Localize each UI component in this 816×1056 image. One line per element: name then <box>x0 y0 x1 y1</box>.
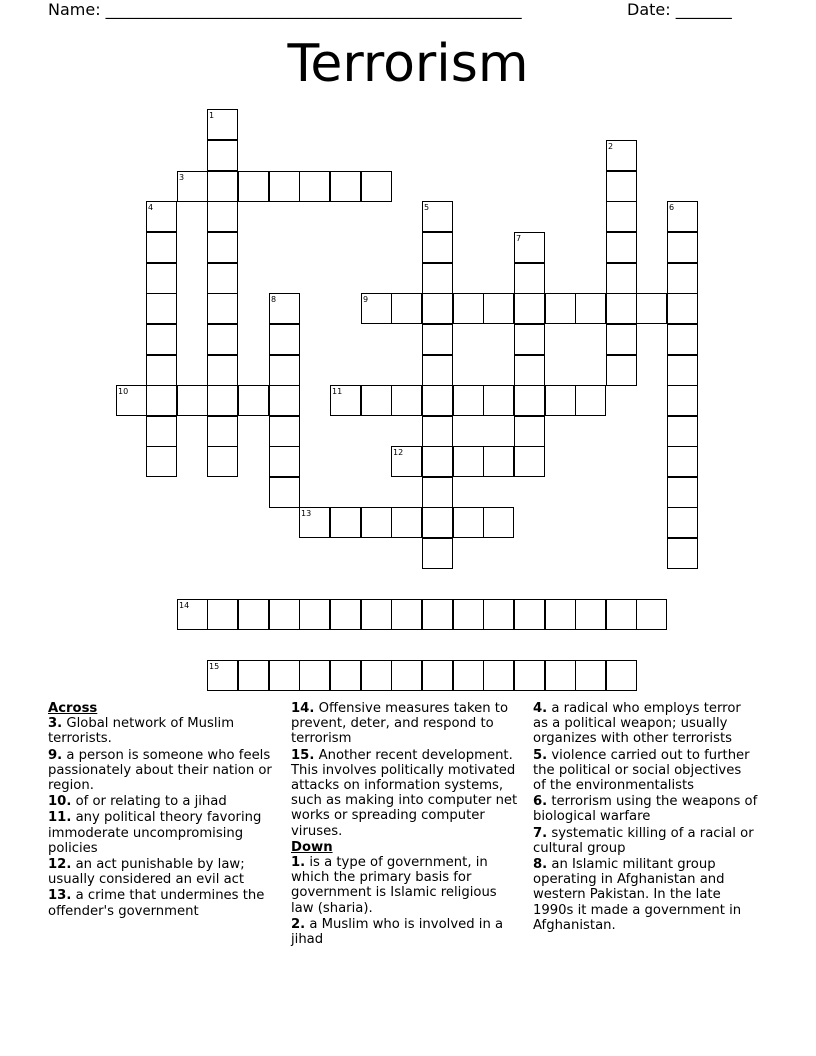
crossword-cell[interactable] <box>361 507 392 538</box>
crossword-cell[interactable] <box>545 599 576 630</box>
crossword-cell[interactable] <box>453 599 484 630</box>
crossword-cell[interactable] <box>636 599 667 630</box>
crossword-cell[interactable] <box>361 171 392 202</box>
crossword-cell[interactable] <box>146 263 177 294</box>
cell-number: 10 <box>118 387 129 396</box>
crossword-cell[interactable] <box>146 416 177 447</box>
crossword-cell[interactable] <box>667 355 698 386</box>
clue-text: Another recent development. This involves politically motivated attacks on information systems, such as making into computer net works or spreading computer viruses. <box>291 747 518 839</box>
clue-text: systematic killing of a racial or cultural group <box>533 825 754 856</box>
clue <box>533 748 758 794</box>
crossword-cell[interactable] <box>606 263 637 294</box>
crossword-cell[interactable] <box>545 385 576 416</box>
crossword-cell[interactable] <box>483 293 514 324</box>
clue-text: of or relating to a jihad <box>71 794 227 810</box>
clues-column-3 <box>533 701 758 934</box>
crossword-cell[interactable] <box>269 660 300 691</box>
crossword-cell[interactable] <box>391 385 422 416</box>
clue-text: is a type of government, in which the primary basis for government is Islamic religious law (sharia). <box>291 855 497 916</box>
clue-text: a crime that undermines the offender's government <box>48 888 265 919</box>
clue-number: 2. <box>291 916 306 932</box>
clue <box>291 917 521 947</box>
crossword-cell[interactable] <box>483 599 514 630</box>
crossword-cell[interactable] <box>667 385 698 416</box>
crossword-cell[interactable] <box>667 263 698 294</box>
crossword-cell[interactable] <box>299 171 330 202</box>
crossword-cell[interactable] <box>422 263 453 294</box>
clue <box>533 794 758 824</box>
crossword-cell[interactable] <box>606 660 637 691</box>
name-field-label: Name: ____________________________________________________ <box>48 0 522 19</box>
crossword-cell[interactable] <box>422 538 453 569</box>
cell-number: 4 <box>148 203 154 212</box>
crossword-cell[interactable] <box>453 660 484 691</box>
crossword-cell[interactable] <box>238 171 269 202</box>
crossword-cell[interactable] <box>667 324 698 355</box>
clue <box>48 748 280 794</box>
crossword-cell[interactable] <box>361 385 392 416</box>
crossword-cell[interactable] <box>330 599 361 630</box>
crossword-cell[interactable] <box>269 355 300 386</box>
clue-number: 5. <box>533 747 548 763</box>
crossword-cell[interactable] <box>514 355 545 386</box>
crossword-cell[interactable] <box>606 599 637 630</box>
crossword-cell[interactable] <box>269 324 300 355</box>
clue-number: 10. <box>48 794 72 810</box>
crossword-cell[interactable] <box>575 293 606 324</box>
crossword-cell[interactable] <box>238 599 269 630</box>
crossword-cell[interactable] <box>330 660 361 691</box>
cell-number: 9 <box>363 295 369 304</box>
crossword-cell[interactable] <box>269 416 300 447</box>
crossword-cell[interactable] <box>514 293 545 324</box>
crossword-cell[interactable] <box>238 660 269 691</box>
cell-number: 8 <box>271 295 277 304</box>
crossword-cell[interactable] <box>514 324 545 355</box>
page-title: Terrorism <box>287 34 529 94</box>
crossword-cell[interactable] <box>207 599 238 630</box>
crossword-cell[interactable] <box>422 507 453 538</box>
clue-text: violence carried out to further the political or social objectives of the environmentalists <box>533 747 750 794</box>
crossword-cell[interactable] <box>453 446 484 477</box>
cell-number: 7 <box>516 234 522 243</box>
clue-number: 4. <box>533 701 548 716</box>
crossword-cell[interactable] <box>636 293 667 324</box>
crossword-cell[interactable] <box>146 446 177 477</box>
crossword-cell[interactable] <box>545 293 576 324</box>
crossword-cell[interactable] <box>207 232 238 263</box>
clue <box>533 826 758 856</box>
clue-text: an act punishable by law; usually considered an evil act <box>48 857 245 888</box>
crossword-cell[interactable] <box>269 599 300 630</box>
across-heading: Across <box>48 701 98 716</box>
crossword-cell[interactable] <box>391 507 422 538</box>
crossword-cell[interactable] <box>269 477 300 508</box>
clue-text: Offensive measures taken to prevent, deter, and respond to terrorism <box>291 701 509 747</box>
crossword-cell[interactable] <box>207 201 238 232</box>
crossword-cell[interactable] <box>177 385 208 416</box>
clue-number: 3. <box>48 716 63 732</box>
clue <box>48 794 280 809</box>
crossword-cell[interactable] <box>667 507 698 538</box>
clue-number: 15. <box>291 747 315 763</box>
clue-number: 13. <box>48 888 72 904</box>
crossword-cell[interactable] <box>330 171 361 202</box>
crossword-cell[interactable] <box>207 385 238 416</box>
clue-number: 14. <box>291 701 315 716</box>
crossword-cell[interactable] <box>667 232 698 263</box>
crossword-cell[interactable] <box>514 263 545 294</box>
crossword-cell[interactable] <box>269 446 300 477</box>
clue-number: 1. <box>291 855 306 871</box>
crossword-cell[interactable] <box>606 232 637 263</box>
crossword-cell[interactable] <box>575 599 606 630</box>
crossword-cell[interactable] <box>606 293 637 324</box>
crossword-cell[interactable] <box>207 293 238 324</box>
cell-number: 5 <box>424 203 430 212</box>
clue <box>533 701 758 747</box>
cell-number: 12 <box>393 448 404 457</box>
crossword-cell[interactable] <box>146 385 177 416</box>
clue-number: 12. <box>48 857 72 873</box>
cell-number: 14 <box>179 601 190 610</box>
clue-text: a person is someone who feels passionately about their nation or region. <box>48 747 272 794</box>
clue-number: 11. <box>48 810 72 826</box>
clue <box>291 855 521 916</box>
crossword-cell[interactable] <box>422 599 453 630</box>
crossword-cell[interactable] <box>667 538 698 569</box>
clue <box>533 857 758 933</box>
crossword-cell[interactable] <box>422 660 453 691</box>
crossword-cell[interactable] <box>606 355 637 386</box>
crossword-cell[interactable] <box>269 171 300 202</box>
crossword-cell[interactable] <box>422 416 453 447</box>
clue <box>48 857 280 887</box>
crossword-cell[interactable] <box>514 385 545 416</box>
crossword-cell[interactable] <box>207 171 238 202</box>
clues-column-2 <box>291 701 521 948</box>
crossword-cell[interactable] <box>330 507 361 538</box>
crossword-cell[interactable] <box>422 232 453 263</box>
crossword-cell[interactable] <box>361 660 392 691</box>
down-heading: Down <box>291 839 333 855</box>
cell-number: 15 <box>209 662 220 671</box>
clue-text: an Islamic militant group operating in Afghanistan and western Pakistan. In the late 1990s it made a government in Afghanistan. <box>533 857 742 933</box>
cell-number: 2 <box>608 142 614 151</box>
crossword-cell[interactable] <box>422 355 453 386</box>
clues-column-1 <box>48 701 280 920</box>
clue <box>48 810 280 856</box>
clue <box>48 716 280 746</box>
cell-number: 13 <box>301 509 312 518</box>
crossword-cell[interactable] <box>453 507 484 538</box>
crossword-cell[interactable] <box>575 385 606 416</box>
crossword-cell[interactable] <box>238 385 269 416</box>
crossword-cell[interactable] <box>422 293 453 324</box>
crossword-cell[interactable] <box>391 599 422 630</box>
crossword-cell[interactable] <box>483 660 514 691</box>
clue-number: 8. <box>533 857 548 873</box>
clue-number: 6. <box>533 794 548 810</box>
crossword-cell[interactable] <box>422 446 453 477</box>
crossword-cell[interactable] <box>575 660 606 691</box>
crossword-cell[interactable] <box>667 446 698 477</box>
clue-number: 9. <box>48 747 63 763</box>
crossword-cell[interactable] <box>269 385 300 416</box>
crossword-cell[interactable] <box>207 416 238 447</box>
cell-number: 3 <box>179 173 185 182</box>
clue-number: 7. <box>533 825 548 841</box>
crossword-cell[interactable] <box>146 232 177 263</box>
crossword-cell[interactable] <box>299 660 330 691</box>
crossword-cell[interactable] <box>422 385 453 416</box>
cell-number: 11 <box>332 387 343 396</box>
crossword-cell[interactable] <box>545 660 576 691</box>
clue <box>48 888 280 918</box>
crossword-cell[interactable] <box>207 355 238 386</box>
crossword-cell[interactable] <box>299 599 330 630</box>
crossword-cell[interactable] <box>422 324 453 355</box>
crossword-cell[interactable] <box>207 140 238 171</box>
crossword-cell[interactable] <box>514 599 545 630</box>
cell-number: 1 <box>209 111 215 120</box>
crossword-cell[interactable] <box>361 599 392 630</box>
crossword-cell[interactable] <box>146 355 177 386</box>
crossword-cell[interactable] <box>483 507 514 538</box>
crossword-cell[interactable] <box>453 293 484 324</box>
crossword-cell[interactable] <box>453 385 484 416</box>
crossword-cell[interactable] <box>483 446 514 477</box>
crossword-cell[interactable] <box>146 293 177 324</box>
crossword-cell[interactable] <box>207 324 238 355</box>
crossword-cell[interactable] <box>422 477 453 508</box>
crossword-cell[interactable] <box>667 477 698 508</box>
crossword-cell[interactable] <box>146 324 177 355</box>
crossword-cell[interactable] <box>483 385 514 416</box>
date-field-label: Date: _______ <box>627 0 732 19</box>
crossword-cell[interactable] <box>207 446 238 477</box>
crossword-cell[interactable] <box>667 293 698 324</box>
clue <box>291 701 521 747</box>
crossword-cell[interactable] <box>606 171 637 202</box>
clue <box>291 748 521 839</box>
crossword-cell[interactable] <box>667 416 698 447</box>
crossword-cell[interactable] <box>207 263 238 294</box>
clue-text: any political theory favoring immoderate uncompromising policies <box>48 810 262 856</box>
crossword-cell[interactable] <box>606 201 637 232</box>
clue-text: terrorism using the weapons of biological warfare <box>533 794 758 825</box>
clue-text: Global network of Muslim terrorists. <box>48 716 235 747</box>
crossword-cell[interactable] <box>514 660 545 691</box>
crossword-cell[interactable] <box>514 416 545 447</box>
clue-text: a Muslim who is involved in a jihad <box>291 916 504 948</box>
crossword-cell[interactable] <box>514 446 545 477</box>
cell-number: 6 <box>669 203 675 212</box>
crossword-cell[interactable] <box>606 324 637 355</box>
crossword-cell[interactable] <box>391 293 422 324</box>
clue-text: a radical who employs terror as a political weapon; usually organizes with other terrorists <box>533 701 741 747</box>
crossword-cell[interactable] <box>391 660 422 691</box>
